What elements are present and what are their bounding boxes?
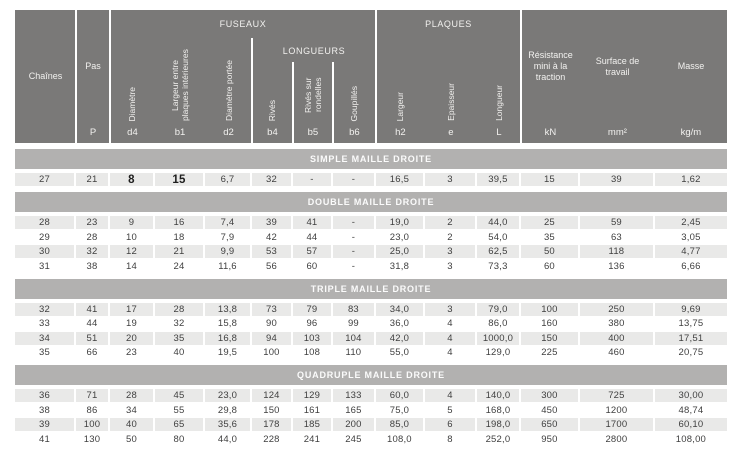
- cell-b5: 108: [293, 346, 333, 359]
- header-diametre-portee-label: Diamètre portée: [223, 60, 234, 121]
- cell-d2: 16,8: [205, 332, 252, 345]
- cell-b5: -: [293, 173, 333, 186]
- cell-b6: 110: [333, 346, 376, 359]
- section-band: TRIPLE MAILLE DROITE: [15, 279, 727, 299]
- unit-d4: d4: [127, 126, 138, 138]
- cell-b6: -: [333, 173, 376, 186]
- cell-b6: 245: [333, 433, 376, 446]
- cell-mm2: 400: [580, 332, 655, 345]
- cell-kn: 100: [521, 303, 580, 316]
- cell-b4: 178: [252, 418, 293, 431]
- section-band: SIMPLE MAILLE DROITE: [15, 149, 727, 169]
- cell-l: 86,0: [477, 317, 521, 330]
- header-surface: Surface de travail: [595, 55, 640, 77]
- cell-b4: 228: [252, 433, 293, 446]
- cell-kn: 300: [521, 389, 580, 402]
- cell-chaines: 34: [15, 332, 76, 345]
- cell-l: 1000,0: [477, 332, 521, 345]
- header-longueur-label: Longueur: [494, 85, 505, 121]
- cell-chaines: 29: [15, 231, 76, 244]
- cell-pas: 100: [76, 418, 110, 431]
- cell-kgm: 3,05: [681, 231, 701, 243]
- cell-e: 2: [425, 231, 477, 244]
- cell-b5: 41: [293, 216, 333, 229]
- cell-e: 2: [425, 216, 477, 229]
- header-largeur: [376, 40, 425, 123]
- table-row: [15, 245, 727, 258]
- cell-b1: 28: [155, 303, 205, 316]
- cell-b1: 65: [155, 418, 205, 431]
- cell-d4: 9: [110, 216, 155, 229]
- cell-b5: 44: [293, 231, 333, 244]
- cell-b6: 83: [333, 303, 376, 316]
- cell-h2: 85,0: [376, 418, 425, 431]
- table-row: [15, 317, 727, 330]
- cell-pas: 23: [76, 216, 110, 229]
- table-row: [15, 216, 727, 229]
- cell-d2: 15,8: [205, 317, 252, 330]
- cell-kgm: 60,10: [655, 418, 727, 431]
- cell-b1: 45: [155, 389, 205, 402]
- cell-b4: 32: [252, 173, 293, 186]
- unit-h2: h2: [395, 126, 406, 138]
- cell-d4: 8: [110, 173, 155, 186]
- cell-pas: 44: [76, 317, 110, 330]
- cell-kn: 450: [521, 404, 580, 417]
- cell-b6: 200: [333, 418, 376, 431]
- cell-h2: 34,0: [376, 303, 425, 316]
- cell-pas: 66: [76, 346, 110, 359]
- cell-b6: 99: [333, 317, 376, 330]
- cell-l: 39,5: [477, 173, 521, 186]
- header-largeur-entre-plaques: [155, 40, 205, 123]
- cell-b1: 24: [155, 260, 205, 273]
- cell-kgm: 30,00: [655, 389, 727, 402]
- cell-b5: 103: [293, 332, 333, 345]
- cell-l: 198,0: [477, 418, 521, 431]
- cell-d4: 14: [110, 260, 155, 273]
- cell-pas: 21: [76, 173, 110, 186]
- cell-b5: 161: [293, 404, 333, 417]
- cell-b5: 129: [293, 389, 333, 402]
- cell-b6: 104: [333, 332, 376, 345]
- header-rives-sur-rondelles: [293, 66, 333, 123]
- cell-e: 3: [425, 260, 477, 273]
- cell-d4: 20: [110, 332, 155, 345]
- cell-d2: 6,7: [205, 173, 252, 186]
- cell-l: 168,0: [477, 404, 521, 417]
- cell-b5: 57: [293, 245, 333, 258]
- header-goupilles-label: Goupillés: [349, 85, 360, 121]
- header-longueur: [477, 40, 521, 123]
- table-row: [15, 389, 727, 402]
- table-row: [15, 418, 727, 431]
- cell-kn: 25: [521, 216, 580, 229]
- header-group-fuseaux: FUSEAUX: [219, 19, 267, 29]
- cell-mm2: 59: [580, 216, 655, 229]
- cell-h2: 42,0: [376, 332, 425, 345]
- cell-l: 62,5: [477, 245, 521, 258]
- cell-b4: 53: [252, 245, 293, 258]
- cell-b1: 35: [155, 332, 205, 345]
- cell-kgm: 17,51: [655, 332, 727, 345]
- cell-b4: 56: [252, 260, 293, 273]
- cell-chaines: 30: [15, 245, 76, 258]
- cell-b4: 39: [252, 216, 293, 229]
- units-row: [15, 124, 727, 140]
- cell-pas: 28: [76, 231, 110, 244]
- cell-d2: 7,9: [205, 231, 252, 244]
- cell-b6: 165: [333, 404, 376, 417]
- cell-b5: 185: [293, 418, 333, 431]
- cell-b4: 150: [252, 404, 293, 417]
- cell-b1: 80: [155, 433, 205, 446]
- cell-e: 4: [425, 346, 477, 359]
- unit-d2: d2: [223, 126, 234, 138]
- cell-pas: 130: [76, 433, 110, 446]
- header-pas: Pas: [85, 61, 101, 71]
- cell-mm2: 380: [580, 317, 655, 330]
- cell-h2: 75,0: [376, 404, 425, 417]
- cell-d2: 19,5: [205, 346, 252, 359]
- table-row: [15, 433, 727, 446]
- cell-kgm: 9,69: [655, 303, 727, 316]
- cell-b4: 73: [252, 303, 293, 316]
- cell-l: 44,0: [477, 216, 521, 229]
- cell-kgm: 48,74: [678, 404, 704, 416]
- cell-mm2: 1200: [580, 404, 655, 417]
- cell-d2: 9,9: [205, 245, 252, 258]
- cell-h2: 36,0: [376, 317, 425, 330]
- cell-l: 54,0: [477, 231, 521, 244]
- unit-chaines: [15, 124, 76, 140]
- data-table: [15, 10, 727, 446]
- cell-h2: 31,8: [376, 260, 425, 273]
- cell-b6: -: [333, 231, 376, 244]
- cell-mm2: 460: [580, 346, 655, 359]
- cell-kgm: 13,75: [678, 318, 704, 329]
- cell-chaines: 39: [15, 418, 76, 431]
- cell-h2: 19,0: [376, 216, 425, 229]
- cell-h2: 55,0: [376, 346, 425, 359]
- cell-b4: 94: [252, 332, 293, 345]
- header-resistance: Résistance mini à la traction: [528, 50, 573, 82]
- cell-d2: 11,6: [205, 260, 252, 273]
- unit-kgm: kg/m: [680, 126, 702, 138]
- cell-chaines: 31: [15, 260, 76, 273]
- cell-chaines: 28: [15, 216, 76, 229]
- header-diametre: [110, 40, 155, 123]
- unit-b4: b4: [267, 126, 278, 138]
- cell-e: 5: [425, 404, 477, 417]
- cell-mm2: 725: [580, 389, 655, 402]
- header-masse: Masse: [677, 61, 705, 71]
- cell-pas: 32: [76, 245, 110, 258]
- cell-b1: 16: [155, 216, 205, 229]
- cell-kn: 35: [521, 231, 580, 244]
- unit-l: L: [496, 126, 502, 138]
- cell-d4: 50: [110, 433, 155, 446]
- cell-mm2: 63: [580, 231, 655, 244]
- sections: [15, 149, 727, 446]
- cell-mm2: 39: [580, 173, 655, 186]
- header-chaines: Chaînes: [28, 71, 63, 81]
- header-group-plaques: PLAQUES: [425, 19, 472, 29]
- cell-kgm: 2,45: [655, 216, 727, 229]
- cell-d4: 28: [110, 389, 155, 402]
- cell-e: 4: [425, 332, 477, 345]
- cell-kn: 650: [521, 418, 580, 431]
- cell-b4: 42: [252, 231, 293, 244]
- cell-b1: 18: [155, 231, 205, 244]
- cell-d4: 17: [110, 303, 155, 316]
- cell-kn: 950: [521, 433, 580, 446]
- cell-mm2: 250: [580, 303, 655, 316]
- unit-kn: kN: [544, 126, 557, 138]
- cell-chaines: 35: [15, 346, 76, 359]
- cell-h2: 16,5: [376, 173, 425, 186]
- cell-kgm: 108,00: [675, 433, 707, 445]
- cell-kn: 150: [521, 332, 580, 345]
- cell-pas: 38: [76, 260, 110, 273]
- cell-b5: 79: [293, 303, 333, 316]
- table-row: [15, 260, 727, 273]
- cell-mm2: 118: [580, 245, 655, 258]
- cell-b4: 90: [252, 317, 293, 330]
- header-diametre-portee: [205, 40, 252, 123]
- cell-pas: 51: [76, 332, 110, 345]
- header-epaisseur-label: Epaisseur: [445, 83, 456, 121]
- cell-d4: 10: [110, 231, 155, 244]
- cell-d2: 23,0: [205, 389, 252, 402]
- unit-b1: b1: [174, 126, 186, 138]
- cell-l: 252,0: [477, 433, 521, 446]
- cell-e: 8: [425, 433, 477, 446]
- cell-b5: 60: [293, 260, 333, 273]
- header-goupilles: [333, 66, 376, 123]
- cell-d2: 13,8: [205, 303, 252, 316]
- cell-h2: 25,0: [376, 245, 425, 258]
- unit-e: e: [448, 126, 454, 138]
- cell-b6: 133: [333, 389, 376, 402]
- cell-e: 3: [425, 245, 477, 258]
- cell-d2: 7,4: [205, 216, 252, 229]
- cell-chaines: 27: [15, 173, 76, 186]
- section-band: DOUBLE MAILLE DROITE: [15, 192, 727, 212]
- header-group-longueurs: LONGUEURS: [282, 46, 346, 56]
- cell-e: 4: [425, 389, 477, 402]
- cell-d4: 12: [110, 245, 155, 258]
- cell-kn: 60: [521, 260, 580, 273]
- section-band: QUADRUPLE MAILLE DROITE: [15, 365, 727, 385]
- cell-e: 6: [425, 418, 477, 431]
- cell-e: 4: [425, 317, 477, 330]
- cell-chaines: 32: [15, 303, 76, 316]
- unit-b6: b6: [349, 126, 360, 138]
- unit-p: P: [89, 126, 97, 138]
- cell-kgm: 20,75: [678, 347, 704, 358]
- cell-kgm: 6,66: [681, 260, 701, 272]
- cell-chaines: 33: [15, 317, 76, 330]
- table-row: [15, 303, 727, 316]
- header-largeur-entre-plaques-label: Largeur entre plaques intérieures: [169, 49, 190, 121]
- cell-kn: 50: [521, 245, 580, 258]
- header-diametre-label: Diamètre: [127, 86, 138, 121]
- cell-l: 73,3: [477, 260, 521, 273]
- cell-d4: 19: [110, 317, 155, 330]
- cell-b1: 55: [155, 404, 205, 417]
- header-largeur-label: Largeur: [395, 91, 406, 121]
- cell-b5: 96: [293, 317, 333, 330]
- cell-kgm: 4,77: [655, 245, 727, 258]
- cell-l: 79,0: [477, 303, 521, 316]
- cell-l: 129,0: [477, 346, 521, 359]
- cell-pas: 41: [76, 303, 110, 316]
- cell-kn: 160: [521, 317, 580, 330]
- cell-h2: 108,0: [376, 433, 425, 446]
- cell-b1: 32: [155, 317, 205, 330]
- cell-b1: 21: [155, 245, 205, 258]
- header-rives: [252, 66, 293, 123]
- cell-b6: -: [333, 260, 376, 273]
- cell-mm2: 2800: [580, 433, 655, 446]
- unit-mm2: mm²: [607, 126, 627, 138]
- unit-b5: b5: [307, 126, 319, 138]
- cell-h2: 23,0: [376, 231, 425, 244]
- cell-d4: 34: [110, 404, 155, 417]
- cell-kn: 225: [521, 346, 580, 359]
- cell-d4: 23: [110, 346, 155, 359]
- cell-l: 140,0: [477, 389, 521, 402]
- cell-mm2: 1700: [580, 418, 655, 431]
- header-rives-label: Rivés: [267, 99, 278, 121]
- cell-e: 3: [425, 303, 477, 316]
- cell-b5: 241: [293, 433, 333, 446]
- cell-chaines: 36: [15, 389, 76, 402]
- cell-b6: -: [333, 216, 376, 229]
- cell-b4: 100: [252, 346, 293, 359]
- cell-chaines: 41: [15, 433, 76, 446]
- cell-pas: 86: [76, 404, 110, 417]
- cell-e: 3: [425, 173, 477, 186]
- cell-pas: 71: [76, 389, 110, 402]
- table-row: [15, 231, 727, 244]
- table-row: [15, 332, 727, 345]
- table-row: [15, 404, 727, 417]
- cell-kgm: 1,62: [655, 173, 727, 186]
- cell-b4: 124: [252, 389, 293, 402]
- cell-d2: 44,0: [205, 433, 252, 446]
- cell-b1: 40: [155, 346, 205, 359]
- cell-kn: 15: [521, 173, 580, 186]
- cell-d2: 35,6: [205, 418, 252, 431]
- header-epaisseur: [425, 40, 477, 123]
- cell-chaines: 38: [15, 404, 76, 417]
- cell-h2: 60,0: [376, 389, 425, 402]
- cell-d2: 29,8: [205, 404, 252, 417]
- table-header: [15, 10, 727, 143]
- cell-d4: 40: [110, 418, 155, 431]
- cell-mm2: 136: [580, 260, 655, 273]
- header-rives-sur-rondelles-label: Rivés sur rondelles: [302, 77, 323, 113]
- table-row: [15, 346, 727, 359]
- table-row: [15, 173, 727, 186]
- cell-b1: 15: [155, 173, 205, 186]
- cell-b6: -: [333, 245, 376, 258]
